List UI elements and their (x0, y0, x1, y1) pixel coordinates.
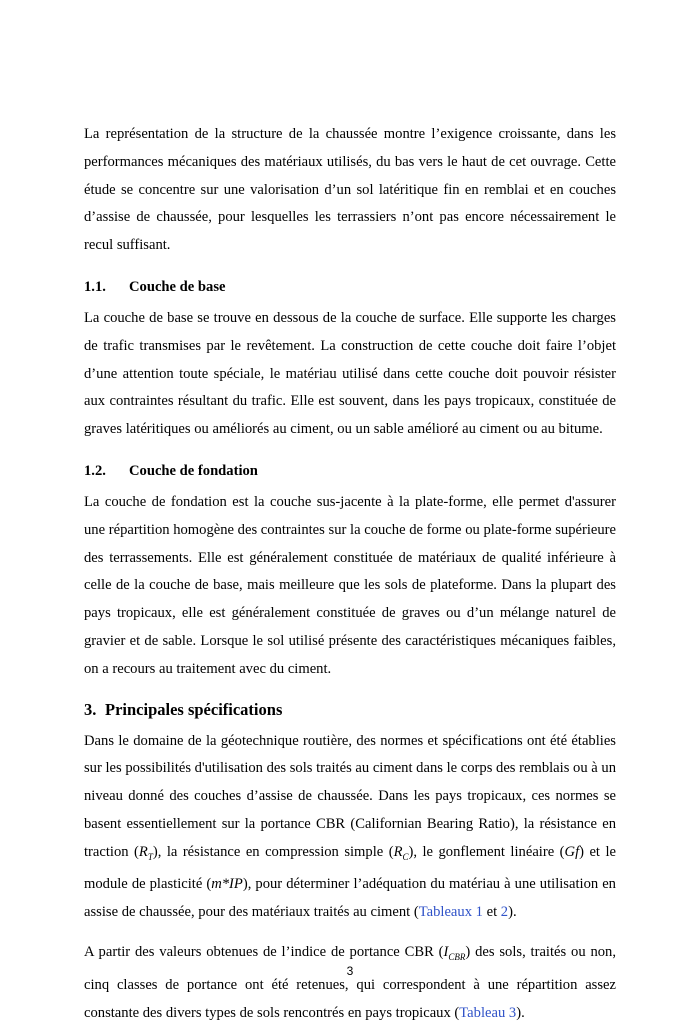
page-number: 3 (346, 964, 354, 978)
section-number: 1.2. (84, 462, 106, 479)
section-number: 3. (84, 699, 97, 719)
symbol-main: R (393, 843, 403, 860)
section-title: Principales spécifications (105, 699, 283, 719)
portance-classes-paragraph (84, 939, 616, 1027)
gf-symbol: Gf (564, 843, 580, 860)
text-run: ), le gonflement linéaire ( (408, 843, 565, 860)
specifications-paragraph (84, 728, 616, 927)
section-number: 1.1. (84, 278, 106, 295)
section-heading-principales-specifications (84, 699, 616, 721)
symbol-subscript: CBR (448, 951, 466, 962)
section-heading-couche-de-fondation (84, 461, 616, 481)
symbol-main: R (138, 843, 148, 860)
section-title: Couche de base (129, 278, 226, 295)
couche-de-base-paragraph: La couche de base se trouve en dessous de la couche de surface. Elle supporte les charges de trafic transmises par le revêtement. La construction de cette couche doit faire l’objet d’une attention toute spéciale, le matériau utilisé dans cette couche doit pouvoir résister aux contraintes résultant du trafic. Elle est souvent, dans les pays tropicaux, constituée de graves latéritiques ou améliorés au ciment, ou un sable amélioré au ciment ou au bitume. (84, 309, 616, 438)
section-title: Couche de fondation (129, 462, 258, 479)
text-run: ). (508, 904, 517, 921)
symbol-subscript: C (402, 851, 409, 862)
tableau-3-link[interactable]: Tableau 3 (459, 1004, 517, 1021)
text-run: ), pour déterminer l’adéquation du matériau à une utilisation en assise de chaussée, pour des matériaux traités au ciment ( (84, 876, 616, 921)
rc-symbol (394, 844, 409, 860)
document-page (84, 121, 616, 1027)
text-run: et (482, 904, 501, 921)
couche-de-fondation-paragraph: La couche de fondation est la couche sus-jacente à la plate-forme, elle permet d'assurer une répartition homogène des contraintes sur la couche de forme ou plate-forme supérieure des terrassements. Elle est généralement constituée de matériaux de qualité inférieure à celle de la couche de base, mais meilleure que les sols de plateforme. Dans la plupart des pays tropicaux, elle est généralement constituée de graves ou d’un mélange naturel de gravier et de sable. Lorsque le sol utilisé présente des caractéristiques mécaniques faibles, on a recours au traitement avec du ciment. (84, 493, 616, 677)
text-run: Dans le domaine de la géotechnique routière, des normes et spécifications ont été établies sur les possibilités d'utilisation des sols traités au ciment dans le corps des remblais ou à un niveau donné des couches d’assise de chaussée. Dans les pays tropicaux, ces normes se basent essentiellement sur la portance CBR (Californian Bearing Ratio), la résistance en traction ( (84, 732, 616, 860)
rt-symbol (139, 844, 153, 860)
intro-paragraph: La représentation de la structure de la chaussée montre l’exigence croissante, dans les performances mécaniques des matériaux utilisés, du bas vers le haut de cet ouvrage. Cette étude se concentre sur une valorisation d’un sol latéritique fin en remblai et en couches d’assise de chaussée, pour lesquelles les terrassiers n’ont pas encore nécessairement le recul suffisant. (84, 126, 616, 254)
text-run: ). (516, 1004, 525, 1021)
mip-symbol: m*IP (211, 876, 243, 893)
section-heading-couche-de-base (84, 277, 616, 297)
text-run: ) des sols, traités ou non, cinq classes de portance ont été retenues, qui correspondent à une répartition assez constante des divers types de sols rencontrés en pays tropicaux ( (84, 944, 616, 1021)
icbr-symbol (444, 944, 466, 960)
tableau-2-link[interactable]: 2 (500, 904, 509, 921)
text-run: ) et le module de plasticité ( (84, 843, 616, 893)
symbol-subscript: T (147, 851, 153, 862)
text-run: ), la résistance en compression simple ( (152, 843, 394, 860)
symbol-main: I (443, 944, 449, 961)
text-run: A partir des valeurs obtenues de l’indice de portance CBR ( (84, 944, 444, 961)
tableaux-1-link[interactable]: Tableaux 1 (418, 904, 483, 921)
